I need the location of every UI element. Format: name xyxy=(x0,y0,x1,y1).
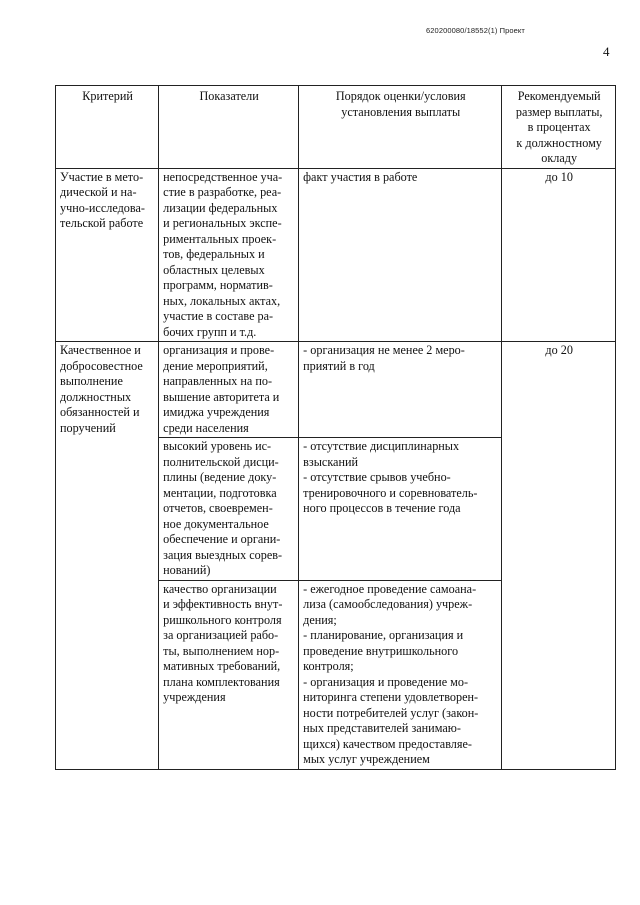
assessment-cell: - ежегодное проведение самоана- лиза (самообследования) учреж- дения; - планирование, организация и проведение внутришкольного контроля; - организация и проведение мо- ниторинга степени удовлетворен- ности потребителей услуг (закон- ных представителей занимаю- щихся) качеством предоставляе- мых услуг учреждением xyxy=(299,580,502,769)
amount-cell: до 10 xyxy=(502,168,616,342)
page-number: 4 xyxy=(603,44,610,59)
header-indicators: Показатели xyxy=(159,86,299,169)
header-criterion: Критерий xyxy=(56,86,159,169)
header-amount: Рекомендуемый размер выплаты, в процентах к должностному окладу xyxy=(502,86,616,169)
indicator-cell: качество организации и эффективность внут- ришкольного контроля за организацией рабо- ты, выполнением нор- мативных требований, плана комплектования учреждения xyxy=(159,580,299,769)
indicator-cell: непосредственное уча- стие в разработке, реа- лизации федеральных и региональных экспе- риментальных проек- тов, федеральных и областных целевых программ, норматив- ных, локальных актах, участие в составе ра- бочих групп и т.д. xyxy=(159,168,299,342)
assessment-cell: - организация не менее 2 меро- приятий в год xyxy=(299,342,502,438)
table-row xyxy=(56,342,616,438)
criterion-cell: Качественное и добросовестное выполнение должностных обязанностей и поручений xyxy=(56,342,159,770)
document-id: 620200080/18552(1) Проект xyxy=(426,26,525,35)
assessment-cell: - отсутствие дисциплинарных взысканий - отсутствие срывов учебно- тренировочного и соревнователь- ного процессов в течение года xyxy=(299,438,502,581)
indicator-cell: организация и прове- дение мероприятий, направленных на по- вышение авторитета и имиджа учреждения среди населения xyxy=(159,342,299,438)
table-header-row xyxy=(56,86,616,169)
header-assessment: Порядок оценки/условия установления выплаты xyxy=(299,86,502,169)
criterion-cell: Участие в мето- дической и на- учно-исследова- тельской работе xyxy=(56,168,159,342)
amount-cell: до 20 xyxy=(502,342,616,770)
indicator-cell: высокий уровень ис- полнительской дисци- плины (ведение доку- ментации, подготовка отчетов, своевремен- ное документальное обеспечение и органи- зация выездных сорев- нований) xyxy=(159,438,299,581)
table-row xyxy=(56,168,616,342)
criteria-table xyxy=(55,85,616,770)
assessment-cell: факт участия в работе xyxy=(299,168,502,342)
